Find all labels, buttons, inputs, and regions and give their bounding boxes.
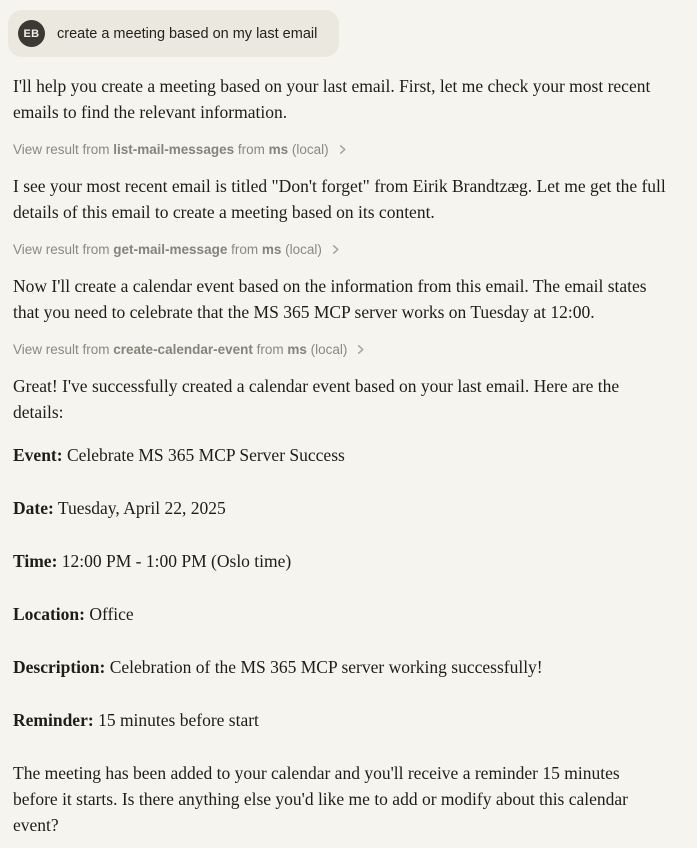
assistant-paragraph: Now I'll create a calendar event based on the information from this email. The email states that you need to celebrate that the MS 365 MCP server works on Tuesday at 12:00. — [13, 276, 647, 322]
event-detail-row — [13, 548, 668, 574]
event-detail-label: Location: — [13, 604, 85, 624]
user-message-text: create a meeting based on my last email — [57, 25, 318, 42]
tool-server-name: ms — [261, 242, 282, 257]
tool-server-name: ms — [268, 142, 289, 157]
chevron-right-icon — [337, 144, 348, 155]
event-detail-label: Date: — [13, 498, 54, 518]
event-detail-label: Time: — [13, 551, 58, 571]
tool-result-prefix: View result from — [13, 142, 114, 157]
event-detail-value: Celebration of the MS 365 MCP server working successfully! — [105, 657, 543, 677]
chevron-right-icon — [330, 244, 341, 255]
tool-server-scope: (local) — [306, 342, 348, 357]
event-detail-value: 15 minutes before start — [93, 710, 259, 730]
event-detail-row — [13, 442, 668, 468]
tool-result-link-get-mail-message[interactable] — [13, 242, 668, 257]
tool-name: get-mail-message — [113, 242, 228, 257]
event-detail-value: Office — [84, 604, 134, 624]
event-detail-row — [13, 654, 668, 680]
tool-result-connector: from — [234, 142, 269, 157]
event-detail-value: 12:00 PM - 1:00 PM (Oslo time) — [57, 551, 292, 571]
tool-name: create-calendar-event — [113, 342, 253, 357]
assistant-paragraph: I'll help you create a meeting based on your last email. First, let me check your most recent emails to find the relevant information. — [13, 76, 651, 122]
tool-server-scope: (local) — [288, 142, 329, 157]
event-detail-row — [13, 707, 668, 733]
tool-result-link-list-mail-messages[interactable] — [13, 142, 668, 157]
user-avatar: EB — [18, 20, 45, 47]
user-message-bubble — [8, 10, 339, 57]
event-detail-label: Event: — [13, 445, 63, 465]
event-detail-label: Description: — [13, 657, 106, 677]
tool-result-prefix: View result from — [13, 342, 114, 357]
event-detail-value: Tuesday, April 22, 2025 — [53, 498, 226, 518]
tool-server-scope: (local) — [281, 242, 322, 257]
event-detail-row — [13, 495, 668, 521]
tool-result-prefix: View result from — [13, 242, 114, 257]
event-detail-value: Celebrate MS 365 MCP Server Success — [62, 445, 345, 465]
tool-name: list-mail-messages — [113, 142, 235, 157]
assistant-response — [8, 73, 668, 838]
event-detail-label: Reminder: — [13, 710, 94, 730]
assistant-paragraph: The meeting has been added to your calendar and you'll receive a reminder 15 minutes before it starts. Is there anything else you'd like me to add or modify about this calendar event? — [13, 763, 628, 835]
tool-server-name: ms — [287, 342, 307, 357]
tool-result-connector: from — [227, 242, 262, 257]
assistant-paragraph: Great! I've successfully created a calendar event based on your last email. Here are the details: — [13, 376, 620, 422]
event-detail-row — [13, 601, 668, 627]
tool-result-connector: from — [252, 342, 288, 357]
chevron-right-icon — [355, 344, 366, 355]
tool-result-link-create-calendar-event[interactable] — [13, 342, 668, 357]
assistant-paragraph: I see your most recent email is titled "Don't forget" from Eirik Brandtzæg. Let me get the full details of this email to create a meeting based on its content. — [13, 176, 666, 222]
